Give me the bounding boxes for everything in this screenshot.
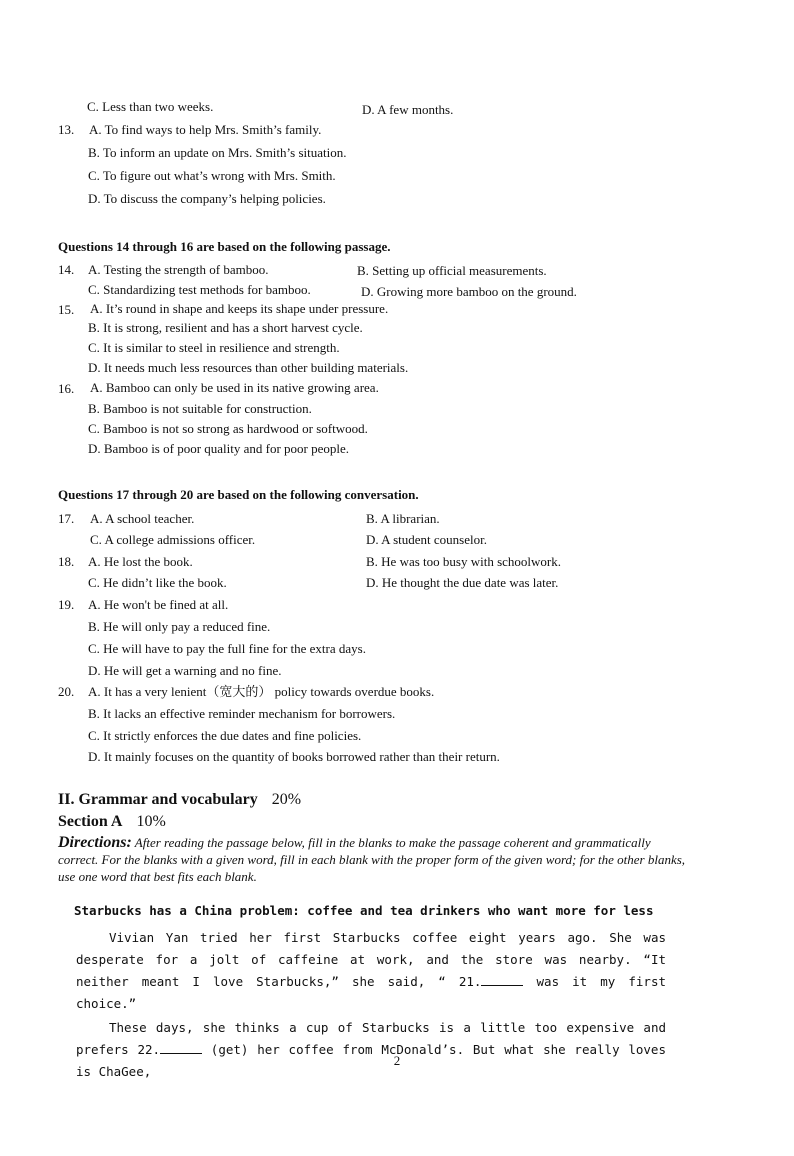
q20-option-d: D. It mainly focuses on the quantity of books borrowed rather than their return.: [88, 749, 500, 764]
q16-option-c: C. Bamboo is not so strong as hardwood or softwood.: [88, 421, 368, 436]
q14-option-a: A. Testing the strength of bamboo.: [88, 262, 269, 277]
q18-option-c: C. He didn’t like the book.: [88, 575, 227, 590]
p2-text-end: (get) her coffee from McDonald’s. But what she really loves is ChaGee,: [76, 1042, 666, 1079]
section-a-title: Section A: [58, 813, 123, 830]
q16-number: 16.: [58, 381, 75, 396]
q14-option-c: C. Standardizing test methods for bamboo.: [88, 282, 311, 297]
q15-option-a: A. It’s round in shape and keeps its shape under pressure.: [90, 301, 389, 316]
q13-option-c: C. To figure out what’s wrong with Mrs. Smith.: [88, 168, 336, 183]
directions-text: After reading the passage below, fill in the blanks to make the passage coherent and grammatically correct. For the blanks with a given word, fill in each blank with the proper form of the given word; for the other blanks, use one word that best fits each blank.: [58, 835, 686, 884]
q19-option-b: B. He will only pay a reduced fine.: [88, 619, 271, 634]
section-ii-heading: [58, 791, 301, 809]
q20-option-a: A. It has a very lenient（宽大的） policy towards overdue books.: [88, 684, 435, 699]
q17-option-c: C. A college admissions officer.: [90, 532, 256, 547]
directions: [58, 834, 688, 885]
q13-option-a: A. To find ways to help Mrs. Smith’s family.: [89, 122, 322, 137]
q19-option-c: C. He will have to pay the full fine for the extra days.: [88, 641, 366, 656]
section-ii-percent: 20%: [271, 791, 302, 808]
section-ii-title: II. Grammar and vocabulary: [58, 791, 258, 808]
q17-number: 17.: [58, 511, 75, 526]
passage-title: Starbucks has a China problem: coffee and tea drinkers who want more for less: [74, 903, 654, 918]
q13-option-b: B. To inform an update on Mrs. Smith’s situation.: [88, 145, 347, 160]
q14-number: 14.: [58, 262, 75, 277]
q16-option-d: D. Bamboo is of poor quality and for poor people.: [88, 441, 350, 456]
section-a-heading: [58, 813, 166, 831]
q15-option-c: C. It is similar to steel in resilience and strength.: [88, 340, 340, 355]
q14-option-d: D. Growing more bamboo on the ground.: [361, 284, 577, 299]
q17-option-b: B. A librarian.: [366, 511, 440, 526]
q18-number: 18.: [58, 554, 75, 569]
q15-option-d: D. It needs much less resources than other building materials.: [88, 360, 409, 375]
q12-option-d: D. A few months.: [362, 102, 454, 117]
section-a-percent: 10%: [136, 813, 166, 830]
q20-number: 20.: [58, 684, 75, 699]
questions-17-20-heading: Questions 17 through 20 are based on the following conversation.: [58, 487, 419, 502]
q19-number: 19.: [58, 597, 75, 612]
q15-option-b: B. It is strong, resilient and has a short harvest cycle.: [88, 320, 363, 335]
q18-option-a: A. He lost the book.: [88, 554, 193, 569]
directions-label: Directions:: [58, 834, 132, 851]
p1-text-start: Vivian Yan tried her first Starbucks coffee eight years ago. She was desperate for a jolt of caffeine at work, and the store was nearby. “It neither meant I love Starbucks,” she said, “ 21.: [76, 930, 666, 989]
q12-option-c: C. Less than two weeks.: [87, 99, 214, 114]
p2-text-start: These days, she thinks a cup of Starbucks is a little too expensive and prefers 22.: [76, 1020, 666, 1057]
q13-option-d: D. To discuss the company’s helping policies.: [88, 191, 326, 206]
q16-option-b: B. Bamboo is not suitable for construction.: [88, 401, 312, 416]
q17-option-d: D. A student counselor.: [366, 532, 487, 547]
q13-number: 13.: [58, 122, 75, 137]
page-number: 2: [393, 1053, 401, 1068]
q19-option-d: D. He will get a warning and no fine.: [88, 663, 282, 678]
q20-option-c: C. It strictly enforces the due dates and fine policies.: [88, 728, 362, 743]
passage-paragraph-1: [76, 927, 666, 1015]
q17-option-a: A. A school teacher.: [90, 511, 195, 526]
questions-14-16-heading: Questions 14 through 16 are based on the following passage.: [58, 239, 391, 254]
q20-option-b: B. It lacks an effective reminder mechanism for borrowers.: [88, 706, 396, 721]
q16-option-a: A. Bamboo can only be used in its native growing area.: [90, 380, 379, 395]
p1-text-end: was it my first choice.”: [76, 974, 666, 1011]
passage-paragraph-2: [76, 1017, 666, 1083]
q18-option-b: B. He was too busy with schoolwork.: [366, 554, 561, 569]
q14-option-b: B. Setting up official measurements.: [357, 263, 547, 278]
q18-option-d: D. He thought the due date was later.: [366, 575, 559, 590]
blank-21[interactable]: [481, 973, 523, 986]
q15-number: 15.: [58, 302, 75, 317]
q19-option-a: A. He won't be fined at all.: [88, 597, 229, 612]
